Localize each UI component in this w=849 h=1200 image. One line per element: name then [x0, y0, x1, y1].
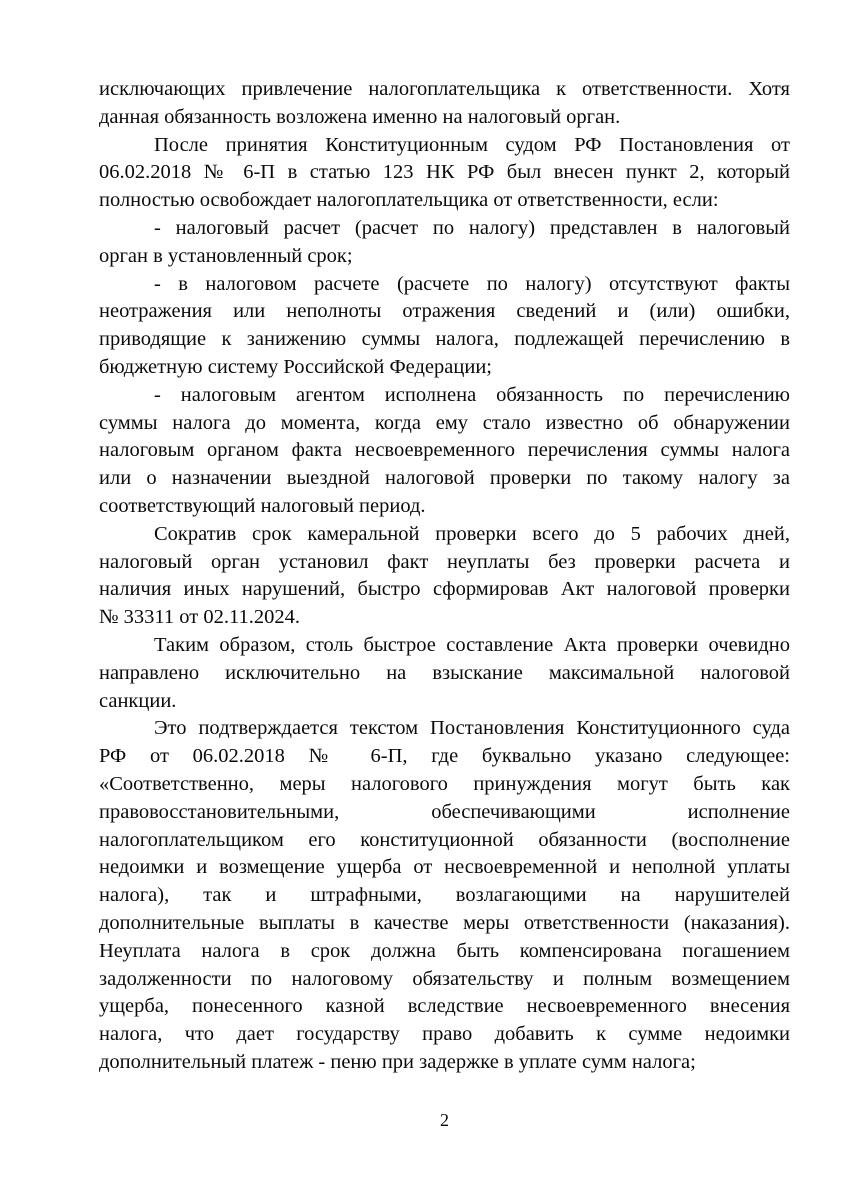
text-line: наличия иных нарушений, быстро сформировав Акт налоговой проверки — [99, 578, 790, 601]
page-number: 2 — [440, 1110, 449, 1130]
text-line: или о назначении выездной налоговой проверки по такому налогу за — [99, 467, 790, 490]
text-line: Это подтверждается текстом Постановления Конституционного суда — [154, 717, 790, 740]
paragraph — [99, 76, 790, 132]
text-line: РФ от 06.02.2018 № 6-П, где буквально указано следующее: — [99, 745, 790, 768]
text-line: правовосстановительными, обеспечивающими исполнение — [99, 800, 790, 823]
text-line: дополнительный платеж - пеню при задержке в уплате сумм налога; — [99, 1050, 696, 1073]
document-body — [99, 76, 790, 1077]
text-line: санкции. — [99, 689, 177, 712]
paragraph — [99, 382, 790, 521]
text-line: 06.02.2018 № 6-П в статью 123 НК РФ был внесен пункт 2, который — [99, 161, 790, 184]
text-line: бюджетную систему Российской Федерации; — [99, 355, 492, 378]
paragraph — [99, 715, 790, 1076]
text-line: полностью освобождает налогоплательщика от ответственности, если: — [99, 189, 719, 212]
text-line: Неуплата налога в срок должна быть компенсирована погашением — [99, 939, 790, 962]
text-line: Сократив срок камеральной проверки всего до 5 рабочих дней, — [154, 522, 790, 545]
text-line: направлено исключительно на взыскание максимальной налоговой — [99, 661, 790, 684]
text-line: налога), так и штрафными, возлагающими на нарушителей — [99, 884, 790, 907]
text-line: соответствующий налоговый период. — [99, 494, 426, 517]
text-line: налогоплательщиком его конституционной обязанности (восполнение — [99, 828, 790, 851]
text-line: Таким образом, столь быстрое составление Акта проверки очевидно — [154, 633, 790, 656]
paragraph — [99, 132, 790, 215]
text-line: недоимки и возмещение ущерба от несвоевременной и неполной уплаты — [99, 856, 790, 879]
text-line: данная обязанность возложена именно на налоговый орган. — [99, 105, 621, 128]
paragraph — [99, 521, 790, 632]
paragraph — [99, 632, 790, 715]
text-line: ущерба, понесенного казной вследствие несвоевременного внесения — [99, 995, 790, 1018]
text-line: налога, что дает государству право добавить к сумме недоимки — [99, 1023, 790, 1046]
text-line: задолженности по налоговому обязательству и полным возмещением — [99, 967, 790, 990]
text-line: суммы налога до момента, когда ему стало известно об обнаружении — [99, 411, 790, 434]
text-line: «Соответственно, меры налогового принуждения могут быть как — [99, 772, 790, 795]
text-line: После принятия Конституционным судом РФ Постановления от — [154, 133, 790, 156]
text-line: дополнительные выплаты в качестве меры ответственности (наказания). — [99, 911, 790, 934]
text-line: налоговый орган установил факт неуплаты без проверки расчета и — [99, 550, 790, 573]
text-line: исключающих привлечение налогоплательщика к ответственности. Хотя — [99, 78, 790, 100]
text-line: - налоговым агентом исполнена обязанность по перечислению — [154, 383, 790, 406]
text-line: - в налоговом расчете (расчете по налогу) отсутствуют факты — [154, 272, 790, 295]
paragraph — [99, 215, 790, 271]
text-line: налоговым органом факта несвоевременного перечисления суммы налога — [99, 439, 790, 462]
paragraph — [99, 271, 790, 382]
text-line: неотражения или неполноты отражения сведений и (или) ошибки, — [99, 300, 790, 323]
text-line: - налоговый расчет (расчет по налогу) представлен в налоговый — [154, 216, 790, 239]
text-line: орган в установленный срок; — [99, 244, 353, 267]
text-line: приводящие к занижению суммы налога, подлежащей перечислению в — [99, 328, 790, 351]
text-line: № 33311 от 02.11.2024. — [99, 606, 300, 629]
